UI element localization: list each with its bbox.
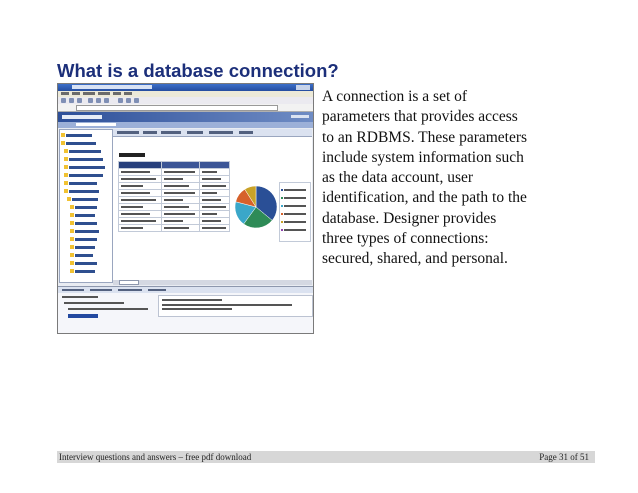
slide-body-text <box>322 87 594 270</box>
report-content <box>113 137 312 280</box>
tree-item <box>75 214 95 217</box>
report-tab <box>119 280 139 285</box>
application-screenshot <box>57 83 314 334</box>
tree-item <box>66 134 92 137</box>
footer-bar <box>57 451 595 463</box>
table-row <box>119 176 230 183</box>
tree-item <box>69 182 97 185</box>
body-line: to an RDBMS. These parameters <box>322 128 528 146</box>
table-row <box>119 183 230 190</box>
table-row <box>119 225 230 232</box>
selected-thread <box>68 314 98 318</box>
discussion-panel <box>58 286 313 334</box>
tree-item <box>66 142 96 145</box>
folder-tree-panel <box>59 129 113 283</box>
body-line: include system information such <box>322 148 524 166</box>
legend-item <box>284 221 306 223</box>
tree-item <box>75 262 97 265</box>
tree-item <box>69 166 105 169</box>
legend-item <box>284 197 306 199</box>
report-toolbar <box>113 129 312 137</box>
tree-item <box>75 222 97 225</box>
message-subject-box <box>158 295 313 317</box>
tree-item <box>72 198 98 201</box>
table-row <box>119 197 230 204</box>
report-tab-row <box>113 280 312 285</box>
tree-item <box>75 206 97 209</box>
table-row <box>119 169 230 176</box>
body-line: secured, shared, and personal. <box>322 250 508 268</box>
footer-left-text: Interview questions and answers – free pdf download <box>59 452 252 462</box>
legend-item <box>284 213 306 215</box>
legend-item <box>284 229 306 231</box>
body-line: identification, and the path to the <box>322 189 527 207</box>
address-bar <box>58 104 313 112</box>
window-title-bar <box>58 84 313 91</box>
app-header-band <box>58 112 313 122</box>
tree-item <box>69 174 103 177</box>
app-logo <box>62 115 102 119</box>
body-line: A connection is a set of <box>322 88 468 105</box>
tree-item <box>75 246 95 249</box>
tree-item <box>69 190 99 193</box>
app-search-band <box>58 122 313 128</box>
body-line: as the data account, user <box>322 169 474 187</box>
table-row <box>119 190 230 197</box>
browser-toolbar <box>58 97 313 104</box>
body-line: database. Designer provides <box>322 209 497 227</box>
tree-item <box>75 254 93 257</box>
tree-item <box>69 158 103 161</box>
window-controls-icon <box>296 85 310 90</box>
tree-item <box>75 238 97 241</box>
tree-item <box>69 150 101 153</box>
legend-item <box>284 205 306 207</box>
slide-title: What is a database connection? <box>57 60 339 81</box>
body-line: three types of connections: <box>322 230 489 248</box>
discussion-toolbar <box>58 287 313 293</box>
pie-chart <box>234 185 278 229</box>
tree-item <box>75 270 95 273</box>
report-table <box>118 161 230 232</box>
tree-item <box>75 230 99 233</box>
window-title-text <box>72 85 152 89</box>
footer-page-number: Page 31 of 51 <box>539 452 589 462</box>
table-row <box>119 204 230 211</box>
report-title-bar <box>119 153 145 157</box>
body-line: parameters that provides access <box>322 108 518 126</box>
table-row <box>119 218 230 225</box>
table-row <box>119 211 230 218</box>
chart-legend <box>279 182 311 242</box>
table-header-row <box>119 162 230 169</box>
legend-item <box>284 189 306 191</box>
